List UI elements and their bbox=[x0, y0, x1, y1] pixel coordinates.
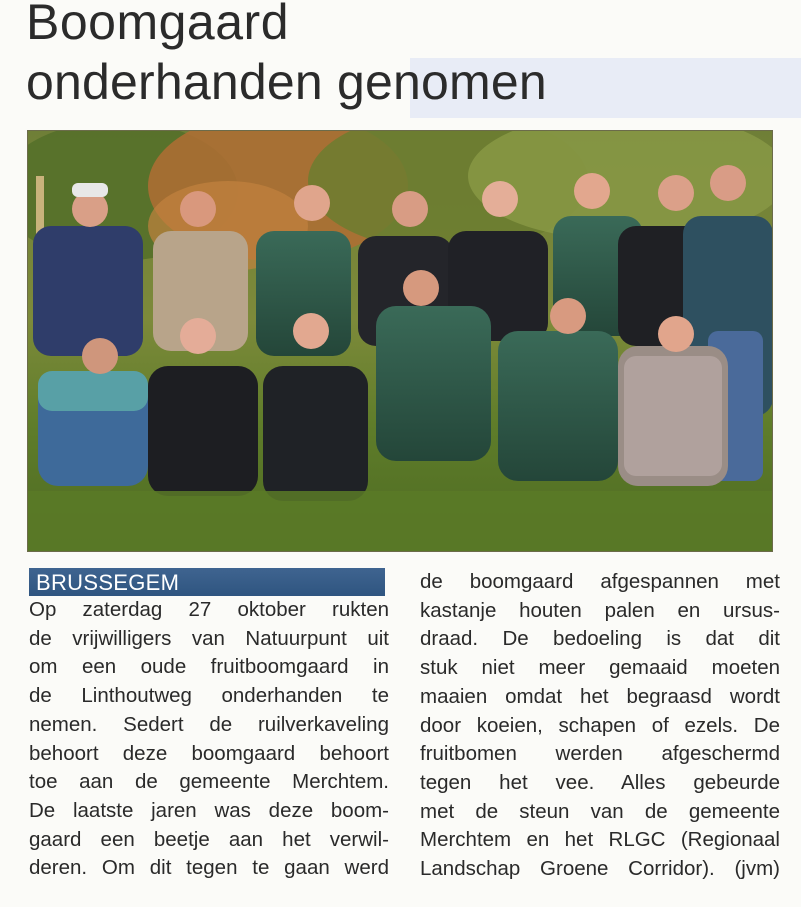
article-line: Op zaterdag 27 oktober rukten bbox=[29, 598, 389, 621]
group-photo bbox=[27, 130, 773, 552]
article-line: kastanje houten palen en ursus- bbox=[420, 598, 780, 622]
article-line: de boomgaard afgespannen met bbox=[420, 570, 780, 593]
article-line: de vrijwilligers van Natuurpunt uit bbox=[29, 626, 389, 650]
article-line: maaien omdat het begraasd wordt bbox=[420, 684, 780, 708]
article-line: behoort deze boomgaard behoort bbox=[29, 741, 389, 765]
article-line: Merchtem en het RLGC (Regionaal bbox=[420, 828, 780, 852]
article-line: met de steun van de gemeente bbox=[420, 799, 780, 823]
article-line: tegen het vee. Alles gebeurde bbox=[420, 770, 780, 794]
article-line: deren. Om dit tegen te gaan werd bbox=[29, 856, 389, 880]
section-label: BRUSSEGEM bbox=[36, 570, 180, 595]
article-line: toe aan de gemeente Merchtem. bbox=[29, 770, 389, 794]
article-line: De laatste jaren was deze boom- bbox=[29, 798, 389, 822]
article-line: nemen. Sedert de ruilverkaveling bbox=[29, 712, 389, 736]
article-line: stuk niet meer gemaaid moeten bbox=[420, 656, 780, 680]
article-line: door koeien, schapen of ezels. De bbox=[420, 713, 780, 737]
article-column-left bbox=[29, 596, 389, 883]
headline-line-1: Boomgaard bbox=[26, 0, 289, 50]
headline-line-2: onderhanden genomen bbox=[26, 54, 547, 110]
article-line: draad. De bedoeling is dat dit bbox=[420, 627, 780, 651]
article-line: Landschap Groene Corridor). (jvm) bbox=[420, 857, 780, 881]
article-line: om een oude fruitboomgaard in bbox=[29, 655, 389, 679]
article-line: fruitbomen werden afgeschermd bbox=[420, 742, 780, 766]
article-line: de Linthoutweg onderhanden te bbox=[29, 684, 389, 708]
article-line: gaard een beetje aan het verwil- bbox=[29, 827, 389, 851]
article-headline bbox=[26, 0, 547, 112]
group-photo-icon bbox=[28, 131, 772, 551]
article-column-right bbox=[420, 568, 780, 884]
